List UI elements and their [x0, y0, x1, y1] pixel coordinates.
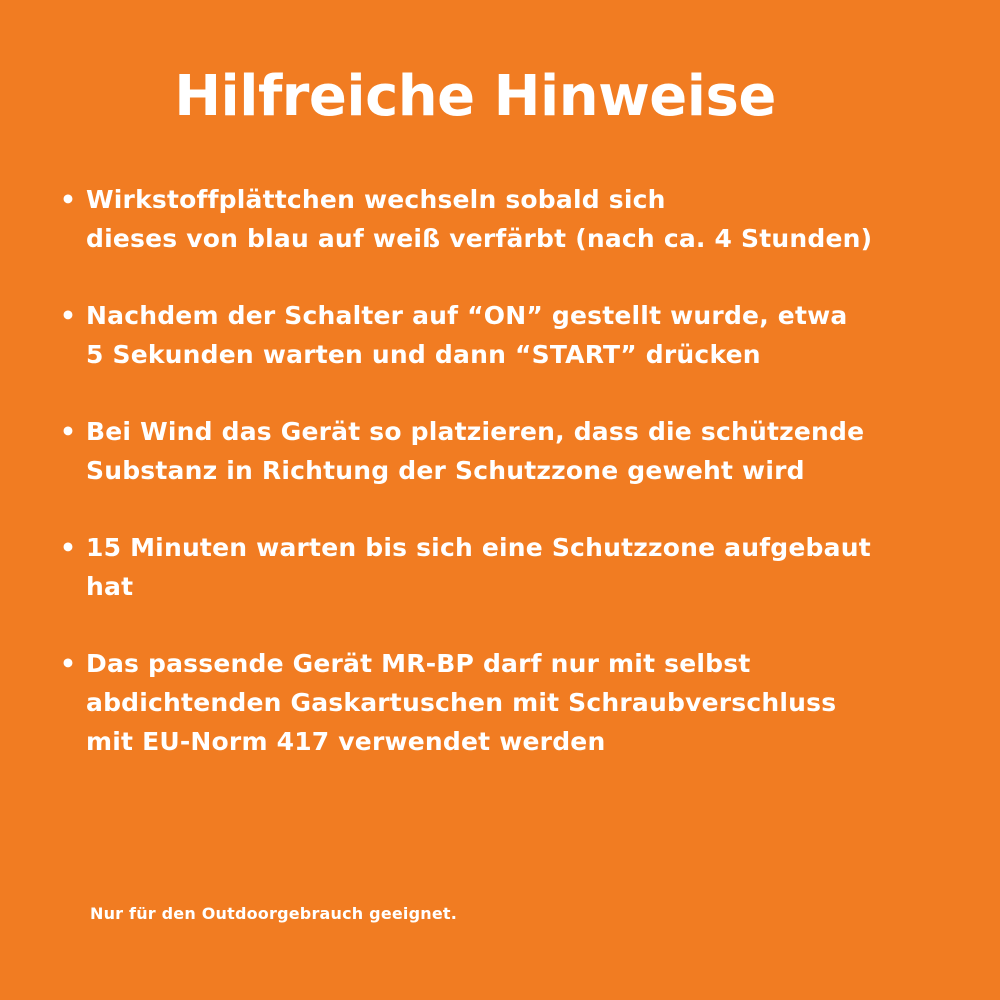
footer-note: Nur für den Outdoorgebrauch geeignet. — [90, 904, 458, 923]
hint-list — [58, 180, 948, 799]
list-item-line: hat — [86, 572, 134, 601]
list-item-line: Substanz in Richtung der Schutzzone geweht wird — [86, 456, 805, 485]
list-item-line: 5 Sekunden warten und dann “START” drücken — [86, 340, 761, 369]
list-item-line: Bei Wind das Gerät so platzieren, dass die schützende — [86, 417, 865, 446]
bullet-icon: • — [60, 185, 77, 214]
list-item — [58, 528, 948, 606]
list-item — [58, 296, 948, 374]
list-item — [58, 644, 948, 761]
bullet-icon: • — [60, 649, 77, 678]
list-item-line: mit EU-Norm 417 verwendet werden — [86, 727, 606, 756]
list-item-line: Wirkstoffplättchen wechseln sobald sich — [86, 185, 666, 214]
page-title: Hilfreiche Hinweise — [174, 64, 776, 129]
bullet-icon: • — [60, 533, 77, 562]
bullet-icon: • — [60, 417, 77, 446]
list-item-line: dieses von blau auf weiß verfärbt (nach ca. 4 Stunden) — [86, 224, 873, 253]
list-item — [58, 180, 948, 258]
list-item-line: Das passende Gerät MR-BP darf nur mit selbst — [86, 649, 751, 678]
list-item-line: Nachdem der Schalter auf “ON” gestellt wurde, etwa — [86, 301, 848, 330]
bullet-icon: • — [60, 301, 77, 330]
list-item-line: abdichtenden Gaskartuschen mit Schraubverschluss — [86, 688, 837, 717]
list-item-line: 15 Minuten warten bis sich eine Schutzzone aufgebaut — [86, 533, 871, 562]
list-item — [58, 412, 948, 490]
